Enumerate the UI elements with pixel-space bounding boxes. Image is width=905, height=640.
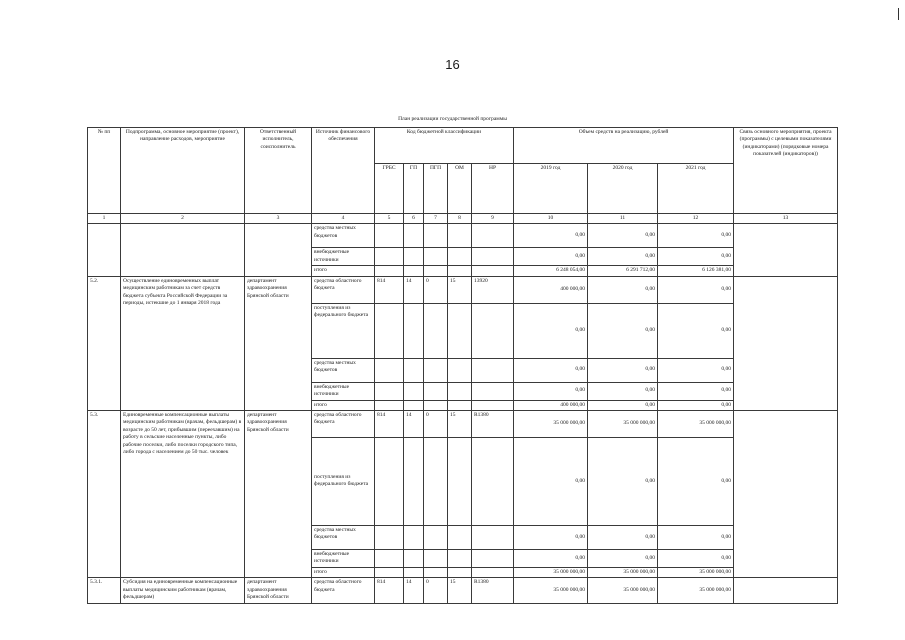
header-om: ОМ [448,164,472,214]
amount-cell: 0,00 [588,382,658,400]
code-grbs: 814 [375,276,404,303]
header-gp: ГП [404,164,424,214]
column-number: 5 [375,214,404,224]
amount-cell: 0,00 [514,224,588,248]
amount-cell: 0,00 [588,303,658,358]
source-label: поступления из федерального бюджета [312,303,375,358]
amount-cell: 0,00 [658,276,734,303]
amount-cell: 0,00 [658,248,734,266]
column-number: 11 [588,214,658,224]
amount-cell: 35 000 000,00 [514,410,588,437]
column-number: 7 [424,214,448,224]
header-subprogram: Подпрограмма, основное мероприятие (проект), направление расходов, мероприятие [121,128,245,214]
amount-cell: 35 000 000,00 [514,567,588,577]
source-label: средства областного бюджета [312,276,375,303]
code-pgp: 0 [424,410,448,437]
source-label: итого [312,266,375,276]
header-budget-codes: Код бюджетной классификации [375,128,514,164]
item-number: 5.3.1. [88,578,121,604]
column-number: 4 [312,214,375,224]
amount-cell: 35 000 000,00 [588,578,658,604]
source-label: средства местных бюджетов [312,525,375,549]
amount-cell: 35 000 000,00 [658,410,734,437]
header-nr: НР [472,164,514,214]
source-label: средства областного бюджета [312,578,375,604]
amount-cell: 0,00 [588,224,658,248]
amount-cell: 400 000,00 [514,276,588,303]
source-label: средства местных бюджетов [312,358,375,382]
item-name: Единовременные компенсационные выплаты медицинским работникам (врачам, фельдшерам) в возрасте до 50 лет, прибывшим (переехавшим) на работу в сельские населенные пункты, либо рабочие поселки, либо поселки городского типа, либо города с населением до 50 тыс. человек [121,410,245,577]
header-grbs: ГРБС [375,164,404,214]
code-grbs: 814 [375,578,404,604]
amount-cell: 400 000,00 [514,400,588,410]
code-gp: 14 [404,276,424,303]
amount-cell: 35 000 000,00 [514,578,588,604]
item-number: 5.3. [88,410,121,577]
amount-cell: 0,00 [514,303,588,358]
item-name: Осуществление единовременных выплат медицинским работникам за счет средств бюджета субъекта Российской Федерации за периоды, истекшие до 1 января 2018 года [121,276,245,410]
amount-cell: 0,00 [588,437,658,525]
source-label: поступления из федерального бюджета [312,437,375,525]
column-number: 1 [88,214,121,224]
amount-cell: 35 000 000,00 [588,410,658,437]
header-2019: 2019 год [514,164,588,214]
item-executor: департамент здравоохранения Брянской области [245,410,312,577]
code-nr: R1380 [472,578,514,604]
column-number: 2 [121,214,245,224]
page-number: 16 [445,57,460,72]
amount-cell: 0,00 [658,525,734,549]
column-number: 8 [448,214,472,224]
header-pgp: ПГП [424,164,448,214]
code-pgp: 0 [424,276,448,303]
code-om: 15 [448,410,472,437]
code-gp: 14 [404,578,424,604]
amount-cell: 0,00 [588,358,658,382]
amount-cell: 35 000 000,00 [588,567,658,577]
table-row [88,578,838,604]
code-grbs: 814 [375,410,404,437]
code-nr: 13920 [472,276,514,303]
amount-cell: 0,00 [588,276,658,303]
column-number: 6 [404,214,424,224]
code-nr: R1380 [472,410,514,437]
column-number: 10 [514,214,588,224]
header-executor: Ответственный исполнитель, соисполнитель [245,128,312,214]
amount-cell: 0,00 [514,437,588,525]
page-edge-mark [898,8,899,20]
amount-cell: 35 000 000,00 [658,578,734,604]
column-number: 13 [734,214,838,224]
header-no: № пп [88,128,121,214]
source-label: итого [312,400,375,410]
amount-cell: 35 000 000,00 [658,567,734,577]
column-number-row [88,214,838,224]
column-number: 3 [245,214,312,224]
item-name: Субсидия на единовременные компенсационные выплаты медицинским работникам (врачам, фельдшерам) [121,578,245,604]
amount-cell: 0,00 [514,525,588,549]
amount-cell: 0,00 [588,549,658,567]
source-label: внебюджетные источники [312,382,375,400]
column-number: 12 [658,214,734,224]
amount-cell: 0,00 [514,248,588,266]
code-gp: 14 [404,410,424,437]
amount-cell: 6 126 381,00 [658,266,734,276]
amount-cell: 6 248 054,00 [514,266,588,276]
amount-cell: 0,00 [658,400,734,410]
amount-cell: 0,00 [514,549,588,567]
amount-cell: 0,00 [514,358,588,382]
table-row [88,276,838,303]
table-row [88,224,838,248]
amount-cell: 0,00 [658,437,734,525]
source-label: средства местных бюджетов [312,224,375,248]
code-pgp: 0 [424,578,448,604]
source-label: внебюджетные источники [312,248,375,266]
implementation-plan-table [87,127,838,604]
header-2020: 2020 год [588,164,658,214]
header-link: Связь основного мероприятия, проекта (программы) с целевыми показателями (индикаторами) (порядковые номера показателей (индикаторов)) [734,128,838,214]
amount-cell: 0,00 [658,549,734,567]
item-number: 5.2. [88,276,121,410]
source-label: внебюджетные источники [312,549,375,567]
amount-cell: 0,00 [588,525,658,549]
table-row [88,410,838,437]
amount-cell: 0,00 [588,400,658,410]
code-om: 15 [448,578,472,604]
code-om: 15 [448,276,472,303]
amount-cell: 0,00 [658,382,734,400]
amount-cell: 0,00 [588,248,658,266]
amount-cell: 0,00 [658,358,734,382]
column-number: 9 [472,214,514,224]
amount-cell: 0,00 [658,224,734,248]
item-executor: департамент здравоохранения Брянской области [245,276,312,410]
item-executor: департамент здравоохранения Брянской области [245,578,312,604]
header-funds: Объем средств на реализацию, рублей [514,128,734,164]
source-label: итого [312,567,375,577]
table-title: План реализации государственной программы [398,116,507,122]
amount-cell: 0,00 [658,303,734,358]
source-label: средства областного бюджета [312,410,375,437]
amount-cell: 6 291 712,00 [588,266,658,276]
amount-cell: 0,00 [514,382,588,400]
header-source: Источник финансового обеспечения [312,128,375,214]
header-2021: 2021 год [658,164,734,214]
